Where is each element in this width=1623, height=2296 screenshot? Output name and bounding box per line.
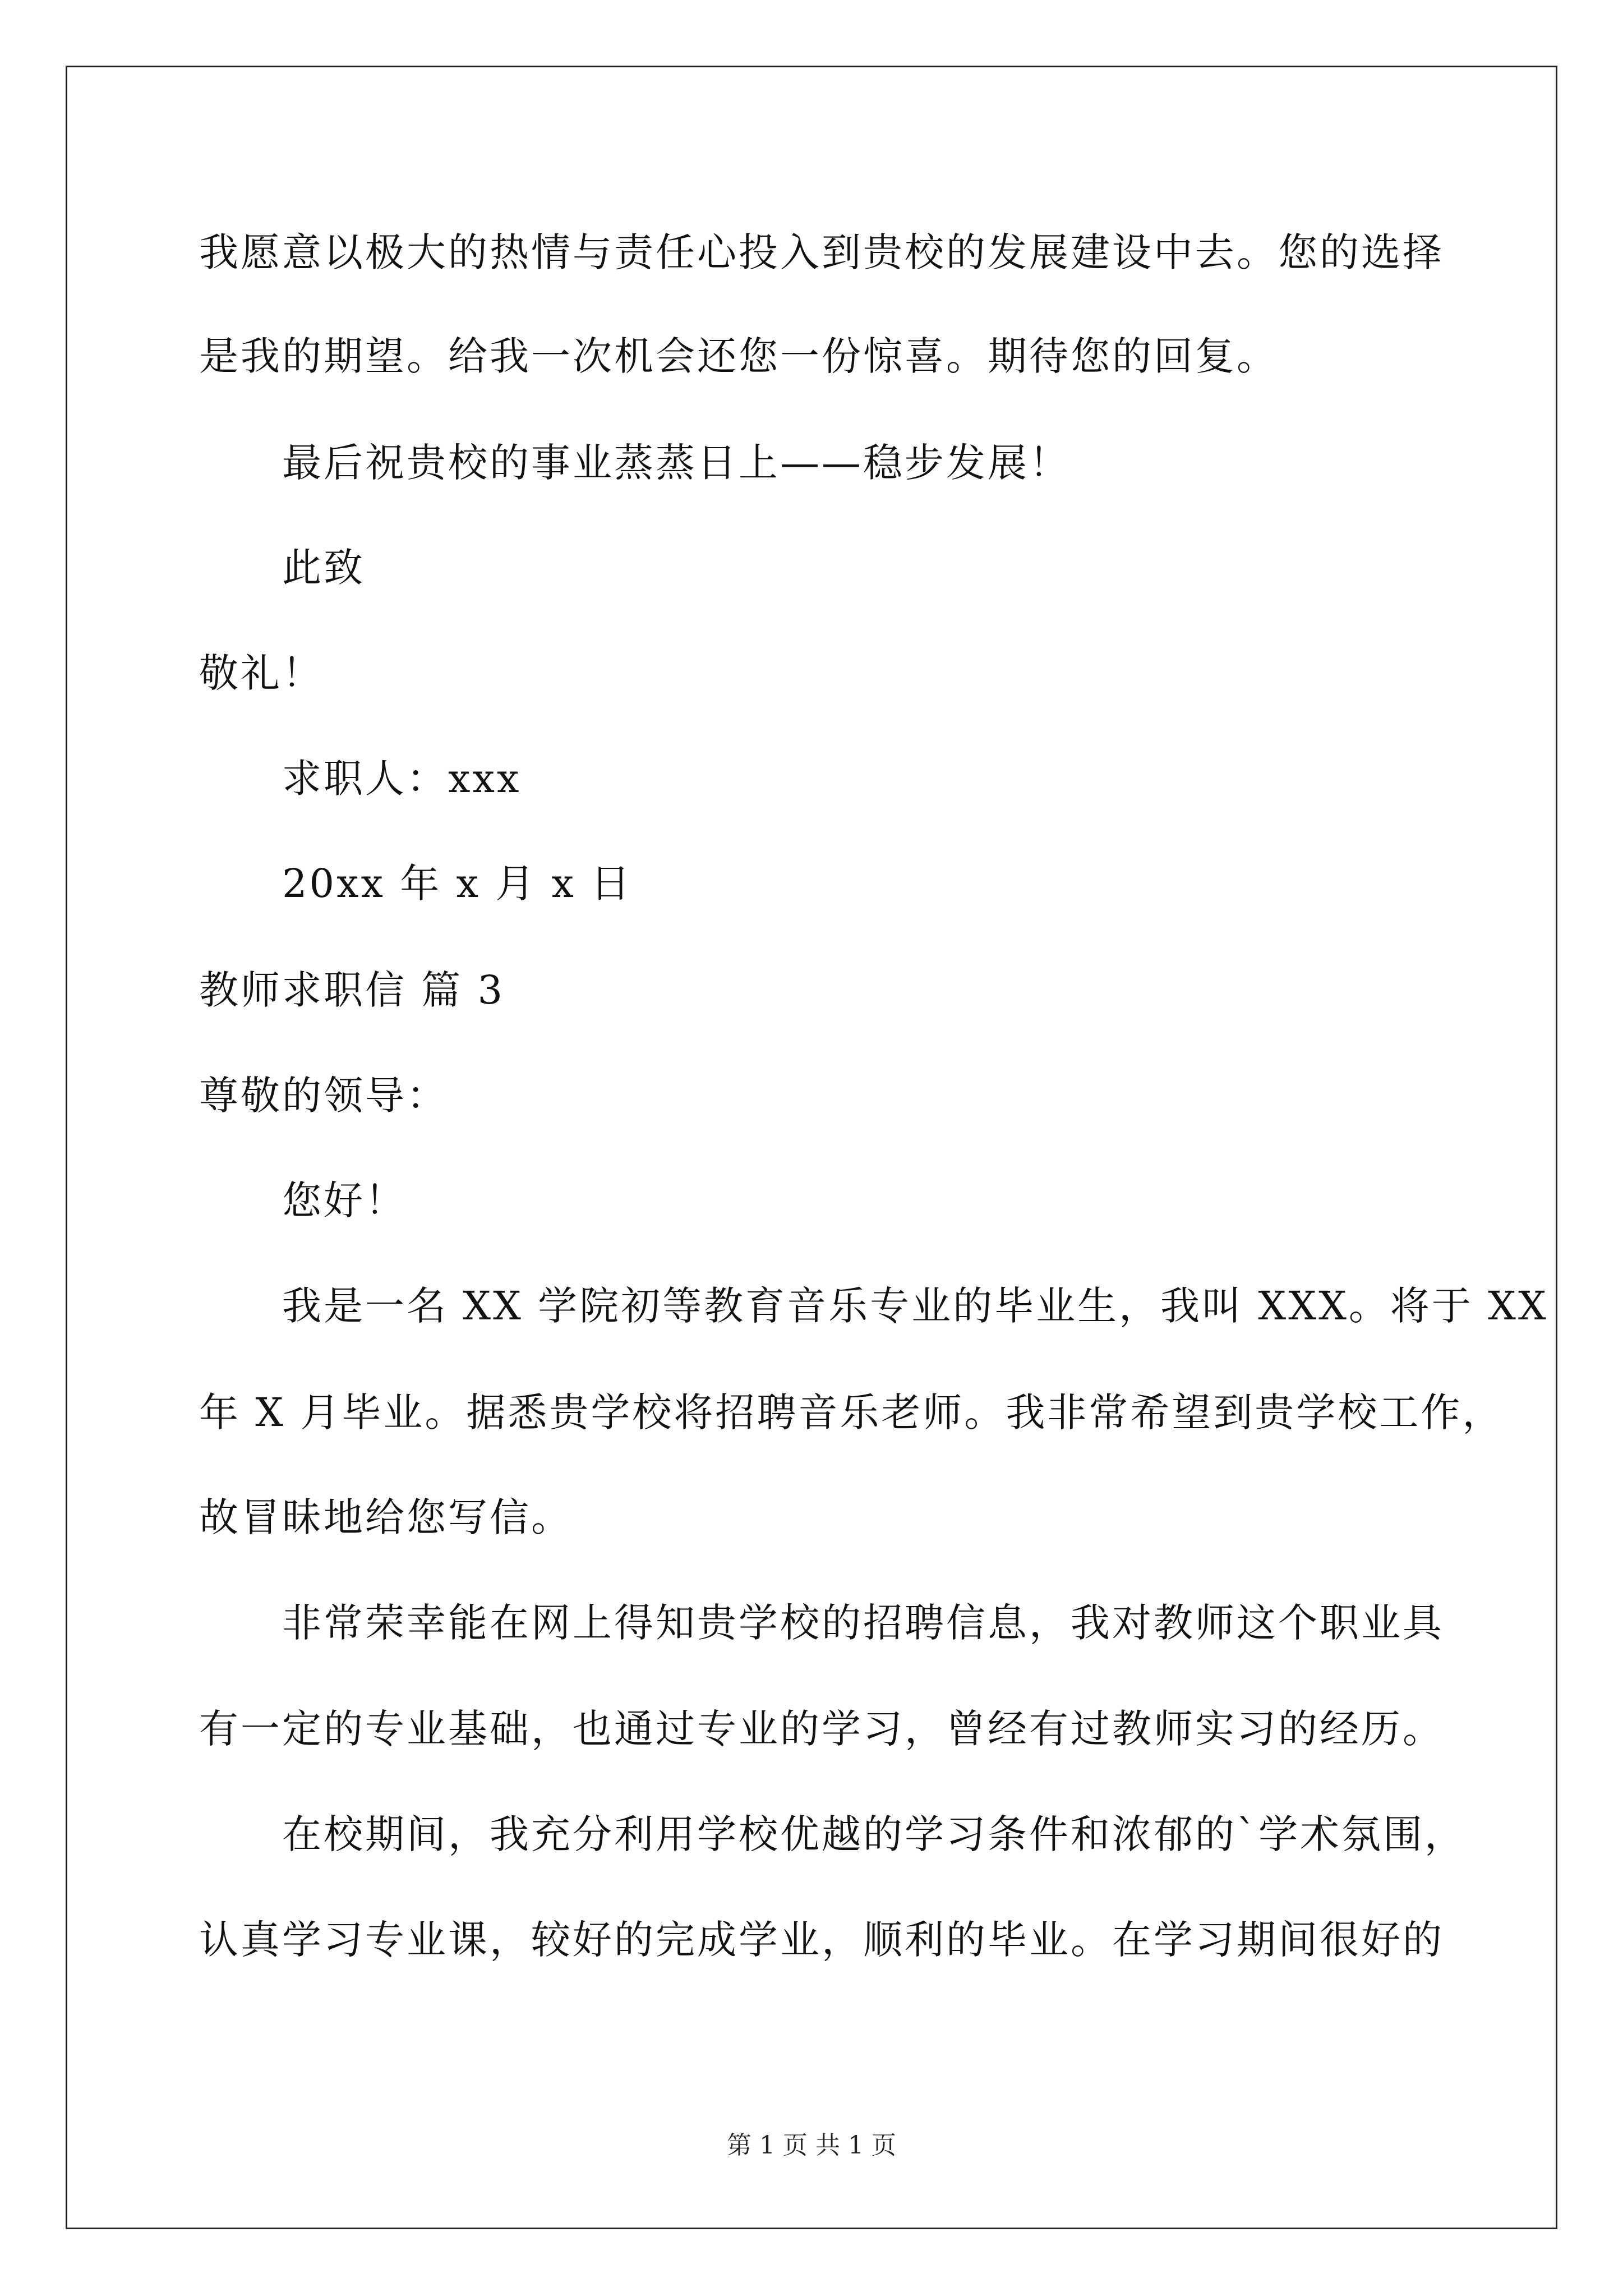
text-line: 非常荣幸能在网上得知贵学校的招聘信息，我对教师这个职业具 (282, 1600, 1444, 1646)
greeting: 您好！ (282, 1177, 407, 1223)
text-line: 最后祝贵校的事业蒸蒸日上——稳步发展！ (282, 440, 1071, 486)
text-line: 我愿意以极大的热情与责任心投入到贵校的发展建设中去。您的选择 (199, 229, 1444, 275)
text-line: 我是一名 XX 学院初等教育音乐专业的毕业生，我叫 XXX。将于 XX (282, 1283, 1548, 1329)
text-line: 是我的期望。给我一次机会还您一份惊喜。期待您的回复。 (199, 333, 1278, 379)
page-footer: 第 1 页 共 1 页 (727, 2131, 896, 2160)
text-line: 年 X 月毕业。据悉贵学校将招聘音乐老师。我非常希望到贵学校工作， (199, 1389, 1504, 1435)
text-line: 20xx 年 x 月 x 日 (282, 861, 633, 907)
text-line: 认真学习专业课，较好的完成学业，顺利的毕业。在学习期间很好的 (199, 1917, 1444, 1963)
text-line: 有一定的专业基础，也通过专业的学习，曾经有过教师实习的经历。 (199, 1706, 1444, 1752)
text-line: 求职人：xxx (282, 756, 522, 802)
text-line: 在校期间，我充分利用学校优越的学习条件和浓郁的`学术氛围， (282, 1811, 1466, 1857)
section-heading: 教师求职信 篇 3 (199, 967, 505, 1013)
text-line: 敬礼！ (199, 650, 324, 696)
text-line: 故冒昧地给您写信。 (199, 1494, 573, 1540)
text-line: 此致 (282, 545, 365, 591)
salutation: 尊敬的领导： (199, 1073, 448, 1119)
page-border (66, 66, 1557, 2229)
